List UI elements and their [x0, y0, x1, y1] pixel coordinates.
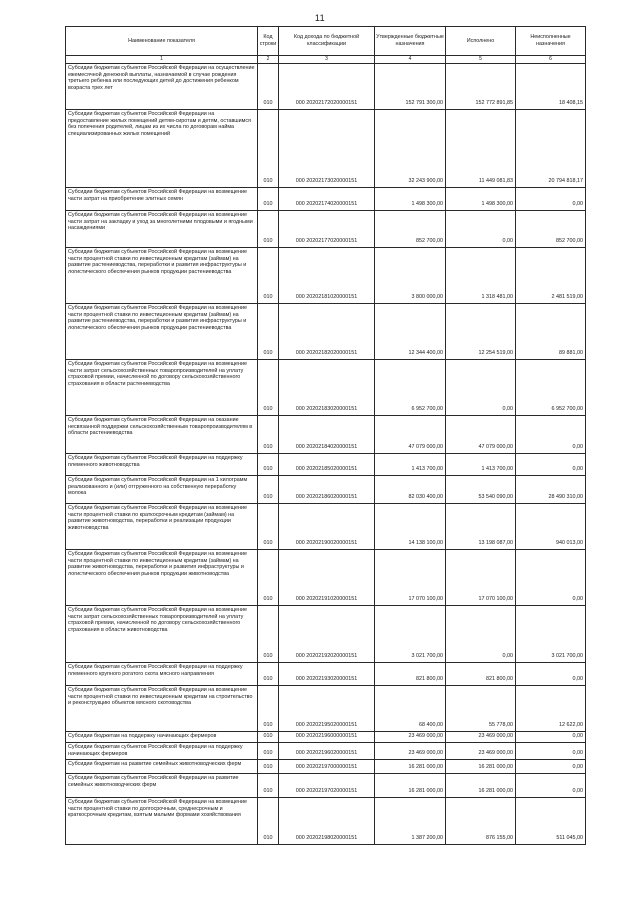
cell-unexecuted: 0,00	[516, 663, 586, 686]
cell-code: 010	[258, 248, 279, 304]
cell-name: Субсидии бюджетам на развитие семейных животноводческих ферм	[66, 760, 258, 774]
column-number: 2	[258, 56, 279, 64]
budget-execution-table	[65, 26, 586, 845]
cell-name: Субсидии бюджетам субъектов Российской Федерации на осуществление ежемесячной денежной выплаты, назначаемой в случае рождения третьего ребенка или последующих детей до достижения ребенком возраста трех лет	[66, 64, 258, 110]
cell-approved: 14 138 100,00	[375, 504, 446, 550]
cell-unexecuted: 6 952 700,00	[516, 360, 586, 416]
cell-executed: 13 198 087,00	[446, 504, 516, 550]
cell-executed: 1 413 700,00	[446, 454, 516, 476]
cell-executed: 876 155,00	[446, 798, 516, 845]
cell-unexecuted: 12 622,00	[516, 686, 586, 732]
table-row	[66, 732, 586, 743]
table-row	[66, 454, 586, 476]
cell-kbk: 000 20202172020000151	[279, 64, 375, 110]
table-row	[66, 606, 586, 663]
cell-executed: 0,00	[446, 211, 516, 248]
table-body	[66, 64, 586, 845]
cell-name: Субсидии бюджетам субъектов Российской Федерации на возмещение части процентной ставки по инвестиционным кредитам на строительство и реконструкцию объектов мясного скотоводства	[66, 686, 258, 732]
table-row	[66, 798, 586, 845]
column-number-row	[66, 56, 586, 64]
cell-approved: 23 469 000,00	[375, 732, 446, 743]
header-approved: Утвержденные бюджетные назначения	[375, 27, 446, 56]
cell-approved: 17 070 100,00	[375, 550, 446, 606]
table-row	[66, 504, 586, 550]
cell-code: 010	[258, 360, 279, 416]
cell-name: Субсидии бюджетам субъектов Российской Федерации на возмещение части затрат сельскохозяйственных товаропроизводителей на уплату страховой премии, начисленной по договору сельскохозяйственного страхования в области растениеводства	[66, 360, 258, 416]
table-row	[66, 663, 586, 686]
cell-executed: 1 498 300,00	[446, 188, 516, 211]
table-header-row	[66, 27, 586, 56]
cell-code: 010	[258, 774, 279, 798]
cell-code: 010	[258, 476, 279, 504]
cell-name: Субсидии бюджетам субъектов Российской Федерации на 1 килограмм реализованного и (или) отгруженного на собственную переработку молока	[66, 476, 258, 504]
cell-kbk: 000 20202197000000151	[279, 760, 375, 774]
cell-executed: 16 281 000,00	[446, 774, 516, 798]
cell-name: Субсидии бюджетам субъектов Российской Федерации на поддержку племенного крупного рогатого скота мясного направления	[66, 663, 258, 686]
cell-unexecuted: 0,00	[516, 550, 586, 606]
cell-code: 010	[258, 550, 279, 606]
cell-executed: 55 778,00	[446, 686, 516, 732]
cell-name: Субсидии бюджетам субъектов Российской Федерации на поддержку племенного животноводства	[66, 454, 258, 476]
cell-code: 010	[258, 211, 279, 248]
header-code: Код строки	[258, 27, 279, 56]
cell-code: 010	[258, 606, 279, 663]
cell-kbk: 000 20202195020000151	[279, 686, 375, 732]
cell-code: 010	[258, 64, 279, 110]
cell-name: Субсидии бюджетам субъектов Российской Федерации на предоставление жилых помещений детям-сиротам и детям, оставшимся без попечения родителей, лицам из их числа по договорам найма специализированных жилых помещений	[66, 110, 258, 188]
table-row	[66, 110, 586, 188]
cell-executed: 23 469 000,00	[446, 743, 516, 760]
cell-code: 010	[258, 110, 279, 188]
cell-approved: 1 413 700,00	[375, 454, 446, 476]
column-number: 6	[516, 56, 586, 64]
table-row	[66, 211, 586, 248]
header-executed: Исполнено	[446, 27, 516, 56]
cell-unexecuted: 0,00	[516, 760, 586, 774]
cell-kbk: 000 20202181020000151	[279, 248, 375, 304]
cell-executed: 53 540 090,00	[446, 476, 516, 504]
cell-code: 010	[258, 416, 279, 454]
cell-unexecuted: 0,00	[516, 732, 586, 743]
cell-code: 010	[258, 304, 279, 360]
cell-name: Субсидии бюджетам субъектов Российской Федерации на возмещение части затрат на приобретение элитных семян	[66, 188, 258, 211]
table-row	[66, 304, 586, 360]
cell-kbk: 000 20202183020000151	[279, 360, 375, 416]
cell-approved: 82 030 400,00	[375, 476, 446, 504]
table-row	[66, 416, 586, 454]
cell-executed: 152 772 891,85	[446, 64, 516, 110]
cell-approved: 1 498 300,00	[375, 188, 446, 211]
cell-kbk: 000 20202174020000151	[279, 188, 375, 211]
cell-approved: 6 952 700,00	[375, 360, 446, 416]
table-row	[66, 686, 586, 732]
cell-name: Субсидии бюджетам субъектов Российской Федерации на возмещение части процентной ставки по инвестиционным кредитам (займам) на развитие животноводства, переработки и развития инфраструктуры и логистического обеспечения рынков продукции животноводства	[66, 550, 258, 606]
cell-executed: 47 079 000,00	[446, 416, 516, 454]
cell-approved: 3 800 000,00	[375, 248, 446, 304]
cell-approved: 12 344 400,00	[375, 304, 446, 360]
cell-executed: 17 070 100,00	[446, 550, 516, 606]
cell-code: 010	[258, 743, 279, 760]
table-row	[66, 360, 586, 416]
cell-kbk: 000 20202196020000151	[279, 743, 375, 760]
cell-unexecuted: 28 490 310,00	[516, 476, 586, 504]
cell-kbk: 000 20202173020000151	[279, 110, 375, 188]
header-name: Наименование показателя	[66, 27, 258, 56]
cell-unexecuted: 20 794 818,17	[516, 110, 586, 188]
table-row	[66, 743, 586, 760]
cell-name: Субсидии бюджетам субъектов Российской Федерации на поддержку начинающих фермеров	[66, 743, 258, 760]
cell-code: 010	[258, 663, 279, 686]
cell-approved: 152 791 300,00	[375, 64, 446, 110]
cell-unexecuted: 2 481 519,00	[516, 248, 586, 304]
cell-approved: 821 800,00	[375, 663, 446, 686]
cell-unexecuted: 852 700,00	[516, 211, 586, 248]
cell-name: Субсидии бюджетам субъектов Российской Федерации на возмещение части процентной ставки по краткосрочным кредитам (займам) на развитие животноводства, переработки и реализации продукции животноводства	[66, 504, 258, 550]
table-row	[66, 248, 586, 304]
cell-name: Субсидии бюджетам субъектов Российской Федерации на оказание несвязанной поддержки сельскохозяйственным товаропроизводителям в области растениеводства	[66, 416, 258, 454]
column-number: 3	[279, 56, 375, 64]
cell-unexecuted: 0,00	[516, 774, 586, 798]
cell-approved: 3 021 700,00	[375, 606, 446, 663]
cell-approved: 47 079 000,00	[375, 416, 446, 454]
cell-unexecuted: 940 013,00	[516, 504, 586, 550]
cell-kbk: 000 20202193020000151	[279, 663, 375, 686]
header-unexecuted: Неисполненные назначения	[516, 27, 586, 56]
cell-kbk: 000 20202190020000151	[279, 504, 375, 550]
cell-unexecuted: 0,00	[516, 743, 586, 760]
table-row	[66, 774, 586, 798]
cell-name: Субсидии бюджетам субъектов Российской Федерации на возмещение части затрат на закладку и уход за многолетними плодовыми и ягодными насаждениями	[66, 211, 258, 248]
cell-name: Субсидии бюджетам субъектов Российской Федерации на развитие семейных животноводческих ферм	[66, 774, 258, 798]
cell-name: Субсидии бюджетам субъектов Российской Федерации на возмещение части процентной ставки по долгосрочным, среднесрочным и краткосрочным кредитам, взятым малыми формами хозяйствования	[66, 798, 258, 845]
cell-unexecuted: 0,00	[516, 416, 586, 454]
cell-code: 010	[258, 504, 279, 550]
cell-code: 010	[258, 686, 279, 732]
cell-code: 010	[258, 760, 279, 774]
cell-approved: 852 700,00	[375, 211, 446, 248]
cell-kbk: 000 20202177020000151	[279, 211, 375, 248]
column-number: 5	[446, 56, 516, 64]
cell-unexecuted: 3 021 700,00	[516, 606, 586, 663]
cell-kbk: 000 20202186020000151	[279, 476, 375, 504]
cell-executed: 1 318 481,00	[446, 248, 516, 304]
cell-kbk: 000 20202198020000151	[279, 798, 375, 845]
cell-approved: 1 387 200,00	[375, 798, 446, 845]
cell-executed: 23 469 000,00	[446, 732, 516, 743]
cell-executed: 0,00	[446, 606, 516, 663]
cell-unexecuted: 18 408,15	[516, 64, 586, 110]
cell-approved: 23 469 000,00	[375, 743, 446, 760]
cell-executed: 0,00	[446, 360, 516, 416]
cell-name: Субсидии бюджетам субъектов Российской Федерации на возмещение части затрат сельскохозяйственных товаропроизводителей на уплату страховой премии, начисленной по договору сельскохозяйственного страхования в области животноводства	[66, 606, 258, 663]
cell-approved: 68 400,00	[375, 686, 446, 732]
cell-unexecuted: 511 045,00	[516, 798, 586, 845]
header-kbk: Код дохода по бюджетной классификации	[279, 27, 375, 56]
cell-kbk: 000 20202184020000151	[279, 416, 375, 454]
cell-name: Субсидии бюджетам субъектов Российской Федерации на возмещение части процентной ставки по инвестиционным кредитам (займам) на развитие растениеводства, переработки и развития инфраструктуры и логистического обеспечения рынков продукции растениеводства	[66, 304, 258, 360]
cell-executed: 821 800,00	[446, 663, 516, 686]
cell-approved: 16 281 000,00	[375, 760, 446, 774]
cell-executed: 11 449 081,83	[446, 110, 516, 188]
cell-code: 010	[258, 732, 279, 743]
cell-kbk: 000 20202192020000151	[279, 606, 375, 663]
table-row	[66, 188, 586, 211]
page-number: 11	[314, 13, 326, 23]
cell-kbk: 000 20202185020000151	[279, 454, 375, 476]
cell-kbk: 000 20202191020000151	[279, 550, 375, 606]
cell-approved: 16 281 000,00	[375, 774, 446, 798]
table-row	[66, 760, 586, 774]
cell-unexecuted: 89 881,00	[516, 304, 586, 360]
cell-code: 010	[258, 798, 279, 845]
cell-executed: 12 254 519,00	[446, 304, 516, 360]
cell-kbk: 000 20202197020000151	[279, 774, 375, 798]
cell-kbk: 000 20202196000000151	[279, 732, 375, 743]
cell-code: 010	[258, 454, 279, 476]
table-row	[66, 476, 586, 504]
table-row	[66, 64, 586, 110]
cell-kbk: 000 20202182020000151	[279, 304, 375, 360]
cell-executed: 16 281 000,00	[446, 760, 516, 774]
cell-code: 010	[258, 188, 279, 211]
table-row	[66, 550, 586, 606]
column-number: 4	[375, 56, 446, 64]
cell-unexecuted: 0,00	[516, 454, 586, 476]
cell-name: Субсидии бюджетам на поддержку начинающих фермеров	[66, 732, 258, 743]
cell-name: Субсидии бюджетам субъектов Российской Федерации на возмещение части процентной ставки по инвестиционным кредитам (займам) на развитие растениеводства, переработки и развития инфраструктуры и логистического обеспечения рынков продукции растениеводства	[66, 248, 258, 304]
cell-unexecuted: 0,00	[516, 188, 586, 211]
cell-approved: 32 243 900,00	[375, 110, 446, 188]
column-number: 1	[66, 56, 258, 64]
